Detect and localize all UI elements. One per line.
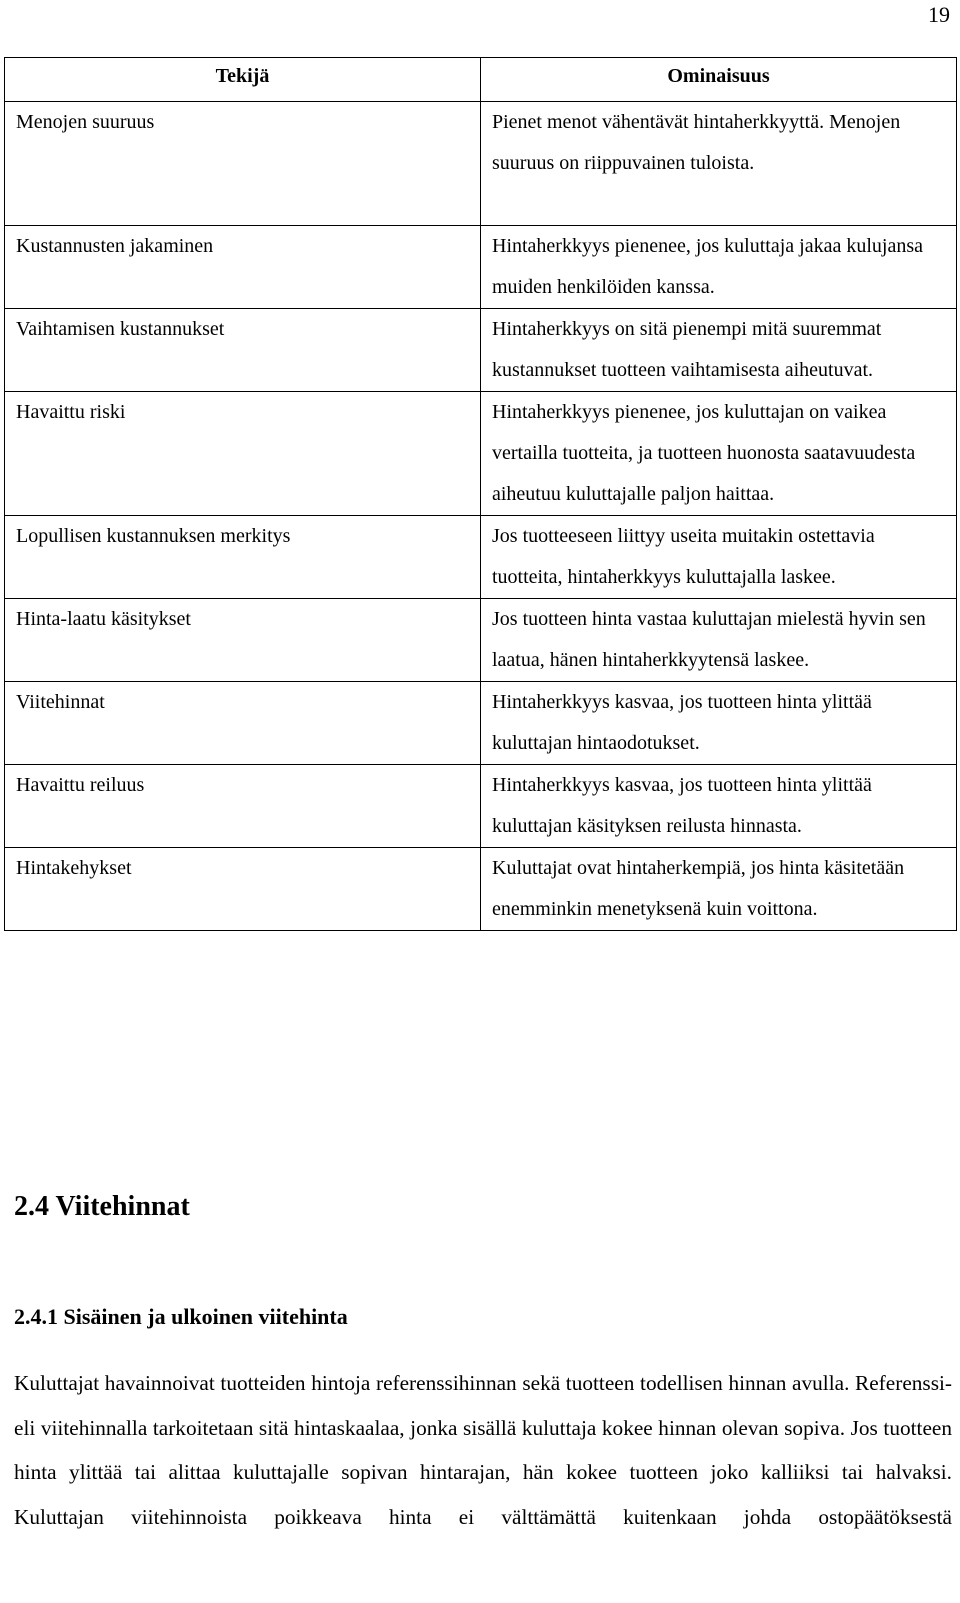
factor-cell: Viitehinnat [5,682,481,765]
subsection-heading: 2.4.1 Sisäinen ja ulkoinen viitehinta [14,1304,348,1329]
table-row [5,848,957,931]
property-cell: Pienet menot vähentävät hintaherkkyyttä. Menojen suuruus on riippuvainen tuloista. [481,102,957,226]
property-cell: Jos tuotteeseen liittyy useita muitakin ostettavia tuotteita, hintaherkkyys kuluttajalla laskee. [481,516,957,599]
table-row [5,765,957,848]
factor-cell: Kustannusten jakaminen [5,226,481,309]
page-number: 19 [928,2,950,27]
table-row [5,226,957,309]
factor-cell: Lopullisen kustannuksen merkitys [5,516,481,599]
table-row [5,309,957,392]
factor-cell: Vaihtamisen kustannukset [5,309,481,392]
header-property: Ominaisuus [481,58,957,102]
section-heading: 2.4 Viitehinnat [14,1191,190,1222]
factor-cell: Menojen suuruus [5,102,481,226]
factor-cell: Havaittu reiluus [5,765,481,848]
property-cell: Hintaherkkyys pienenee, jos kuluttaja jakaa kulujansa muiden henkilöiden kanssa. [481,226,957,309]
factor-cell: Havaittu riski [5,392,481,516]
price-sensitivity-factors-table [4,57,957,931]
property-cell: Kuluttajat ovat hintaherkempiä, jos hinta käsitetään enemminkin menetyksenä kuin voittona. [481,848,957,931]
table-row [5,682,957,765]
table-row [5,599,957,682]
table-row [5,392,957,516]
factor-cell: Hintakehykset [5,848,481,931]
body-paragraph: Kuluttajat havainnoivat tuotteiden hintoja referenssihinnan sekä tuotteen todellisen hinnan avulla. Referenssi- eli viitehinnalla tarkoitetaan sitä hintaskaalaa, jonka sisällä kuluttaja kokee hinnan olevan sopiva. Jos tuotteen hinta ylittää tai alittaa kuluttajalle sopivan hintarajan, hän kokee tuotteen joko kalliiksi tai halvaksi. Kuluttajan viitehinnoista poikkeava hinta ei välttämättä kuitenkaan johda ostopäätöksestä [14,1371,952,1529]
table-row [5,516,957,599]
property-cell: Hintaherkkyys kasvaa, jos tuotteen hinta ylittää kuluttajan käsityksen reilusta hinnasta. [481,765,957,848]
header-factor: Tekijä [5,58,481,102]
factor-cell: Hinta-laatu käsitykset [5,599,481,682]
property-cell: Hintaherkkyys kasvaa, jos tuotteen hinta ylittää kuluttajan hintaodotukset. [481,682,957,765]
table-header-row [5,58,957,102]
property-cell: Hintaherkkyys on sitä pienempi mitä suuremmat kustannukset tuotteen vaihtamisesta aiheutuvat. [481,309,957,392]
property-cell: Hintaherkkyys pienenee, jos kuluttajan on vaikea vertailla tuotteita, ja tuotteen huonosta saatavuudesta aiheutuu kuluttajalle paljon haittaa. [481,392,957,516]
property-cell: Jos tuotteen hinta vastaa kuluttajan mielestä hyvin sen laatua, hänen hintaherkkyytensä laskee. [481,599,957,682]
table-row [5,102,957,226]
